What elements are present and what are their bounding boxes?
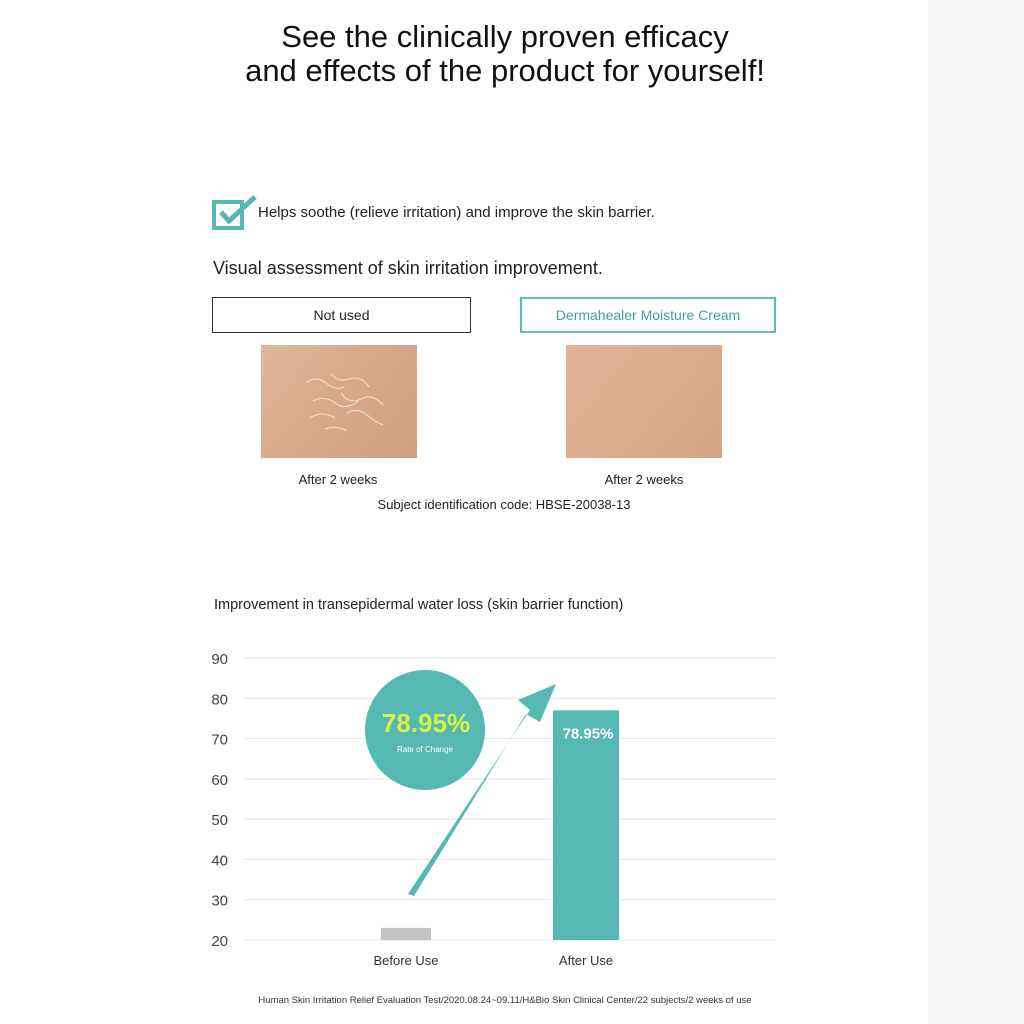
not-used-label [212, 297, 471, 333]
subject-code: Subject identification code: HBSE-20038-13 [377, 497, 631, 512]
headline-line-2: and effects of the product for yourself! [245, 53, 765, 88]
chart-title: Improvement in transepidermal water loss (skin barrier function) [214, 597, 624, 613]
bar-after-use [553, 710, 619, 940]
headline-line-1: See the clinically proven efficacy [281, 19, 729, 54]
twl-bar-chart [200, 640, 800, 980]
bar-data-label: 78.95% [562, 725, 614, 743]
caption-not-used: After 2 weeks [298, 472, 378, 487]
y-tick-label: 50 [211, 812, 228, 830]
x-category-label: Before Use [373, 953, 439, 968]
visual-assessment-title: Visual assessment of skin irritation improvement. [213, 258, 603, 278]
y-tick-label: 30 [211, 892, 228, 910]
bubble-label: Rate of Change [396, 745, 454, 754]
y-tick-label: 40 [211, 852, 228, 870]
bar-before-use [381, 928, 431, 940]
footnote: Human Skin Irritation Relief Evaluation Test/2020.08.24~09.11/H&Bio Skin Clinical Center/22 subjects/2 weeks of use [258, 995, 752, 1006]
product-label [520, 297, 776, 333]
x-category-label: After Use [558, 953, 614, 968]
y-tick-label: 80 [211, 691, 228, 709]
skin-photo-product [566, 345, 722, 458]
skin-flakes-texture [301, 363, 391, 438]
checkbox-check-icon [212, 194, 258, 232]
y-tick-label: 70 [211, 731, 228, 749]
right-margin-strip [928, 0, 1024, 1024]
caption-product: After 2 weeks [604, 472, 684, 487]
bubble-value: 78.95% [381, 708, 471, 738]
y-tick-label: 60 [211, 771, 228, 789]
y-tick-label: 90 [211, 651, 228, 668]
product-label-text: Dermahealer Moisture Cream [555, 307, 741, 323]
not-used-label-text: Not used [313, 307, 370, 323]
y-tick-label: 20 [211, 933, 228, 950]
skin-photo-not-used [261, 345, 417, 458]
claim-text: Helps soothe (relieve irritation) and improve the skin barrier. [258, 204, 655, 221]
